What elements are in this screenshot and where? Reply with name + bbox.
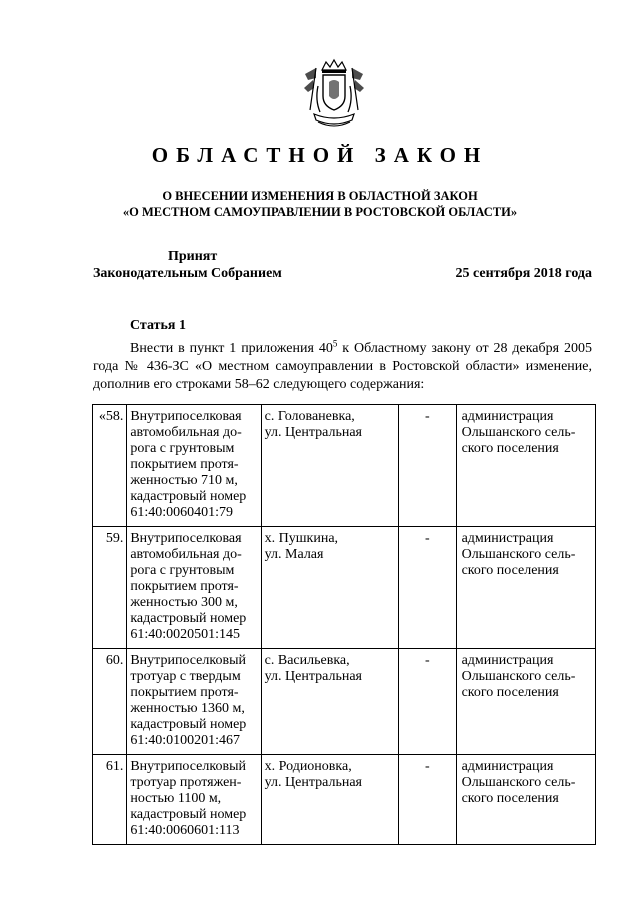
row-number: «58.	[93, 405, 127, 527]
table-row	[93, 405, 596, 527]
admin-line: администрация	[461, 653, 554, 668]
location-line: х. Пушкина,	[264, 531, 339, 546]
empty-column-dash: -	[399, 755, 457, 845]
location-line: ул. Малая	[264, 547, 324, 562]
location-line: с. Васильевка,	[264, 653, 350, 668]
administrator	[456, 527, 595, 649]
row-number: 61.	[93, 755, 127, 845]
object-line: 61:40:0100201:467	[130, 733, 240, 748]
admin-line: администрация	[461, 531, 554, 546]
adopted-by-label: Законодательным Собранием	[93, 266, 282, 281]
object-description	[127, 405, 261, 527]
object-line: женностью 300 м,	[130, 595, 238, 610]
object-line: ностью 1100 м,	[130, 791, 222, 806]
object-location	[261, 755, 398, 845]
admin-line: администрация	[461, 759, 554, 774]
admin-line: Ольшанского сель-	[461, 547, 576, 562]
object-line: 61:40:0020501:145	[130, 627, 240, 642]
object-line: женностью 1360 м,	[130, 701, 245, 716]
object-line: Внутрипоселковая	[130, 409, 242, 424]
article-heading: Статья 1	[130, 318, 186, 333]
object-description	[127, 755, 261, 845]
administrator	[456, 755, 595, 845]
subtitle-line-1: О ВНЕСЕНИИ ИЗМЕНЕНИЯ В ОБЛАСТНОЙ ЗАКОН	[162, 189, 478, 203]
law-subtitle	[0, 188, 640, 220]
object-line: Внутрипоселковый	[130, 759, 246, 774]
admin-line: Ольшанского сель-	[461, 669, 576, 684]
object-line: Внутрипоселковый	[130, 653, 246, 668]
object-line: покрытием протя-	[130, 457, 239, 472]
adopted-date: 25 сентября 2018 года	[455, 266, 592, 281]
object-location	[261, 405, 398, 527]
location-line: ул. Центральная	[264, 775, 362, 790]
administrator	[456, 649, 595, 755]
object-line: 61:40:0060401:79	[130, 505, 233, 520]
object-line: кадастровый номер	[130, 489, 247, 504]
object-line: автомобильная до-	[130, 425, 242, 440]
table-row	[93, 649, 596, 755]
object-description	[127, 527, 261, 649]
object-line: тротуар с твердым	[130, 669, 241, 684]
table-row	[93, 527, 596, 649]
location-line: ул. Центральная	[264, 425, 362, 440]
object-line: 61:40:0060601:113	[130, 823, 240, 838]
admin-line: Ольшанского сель-	[461, 775, 576, 790]
admin-line: ского поселения	[461, 791, 559, 806]
administrator	[456, 405, 595, 527]
object-line: тротуар протяжен-	[130, 775, 242, 790]
row-number: 60.	[93, 649, 127, 755]
object-line: покрытием протя-	[130, 685, 239, 700]
object-line: кадастровый номер	[130, 717, 247, 732]
admin-line: администрация	[461, 409, 554, 424]
object-line: рога с грунтовым	[130, 441, 235, 456]
article-text-after: к Областному закону от 28 декабря 2005 года № 436-ЗС «О местном самоуправлении в Ростовской области» изменение, дополнив его строками 58–62 следующего содержания:	[93, 341, 592, 392]
subtitle-line-2: «О МЕСТНОМ САМОУПРАВЛЕНИИ В РОСТОВСКОЙ ОБЛАСТИ»	[122, 205, 518, 219]
object-line: Внутрипоселковая	[130, 531, 242, 546]
admin-line: ского поселения	[461, 685, 559, 700]
location-line: х. Родионовка,	[264, 759, 352, 774]
object-line: женностью 710 м,	[130, 473, 238, 488]
object-line: автомобильная до-	[130, 547, 242, 562]
object-location	[261, 527, 398, 649]
object-line: кадастровый номер	[130, 807, 247, 822]
article-text	[93, 340, 592, 394]
row-number: 59.	[93, 527, 127, 649]
object-location	[261, 649, 398, 755]
admin-line: ского поселения	[461, 563, 559, 578]
location-line: с. Голованевка,	[264, 409, 355, 424]
object-line: рога с грунтовым	[130, 563, 235, 578]
amendment-table	[92, 404, 596, 845]
empty-column-dash: -	[399, 649, 457, 755]
article-text-superscript: 5	[332, 338, 338, 349]
empty-column-dash: -	[399, 527, 457, 649]
admin-line: Ольшанского сель-	[461, 425, 576, 440]
coat-of-arms-emblem	[296, 56, 372, 132]
article-text-before: Внести в пункт 1 приложения 40	[130, 341, 333, 356]
table-row	[93, 755, 596, 845]
object-description	[127, 649, 261, 755]
adopted-label: Принят	[168, 249, 218, 264]
law-title: ОБЛАСТНОЙ ЗАКОН	[151, 143, 489, 167]
object-line: покрытием протя-	[130, 579, 239, 594]
empty-column-dash: -	[399, 405, 457, 527]
object-line: кадастровый номер	[130, 611, 247, 626]
admin-line: ского поселения	[461, 441, 559, 456]
location-line: ул. Центральная	[264, 669, 362, 684]
